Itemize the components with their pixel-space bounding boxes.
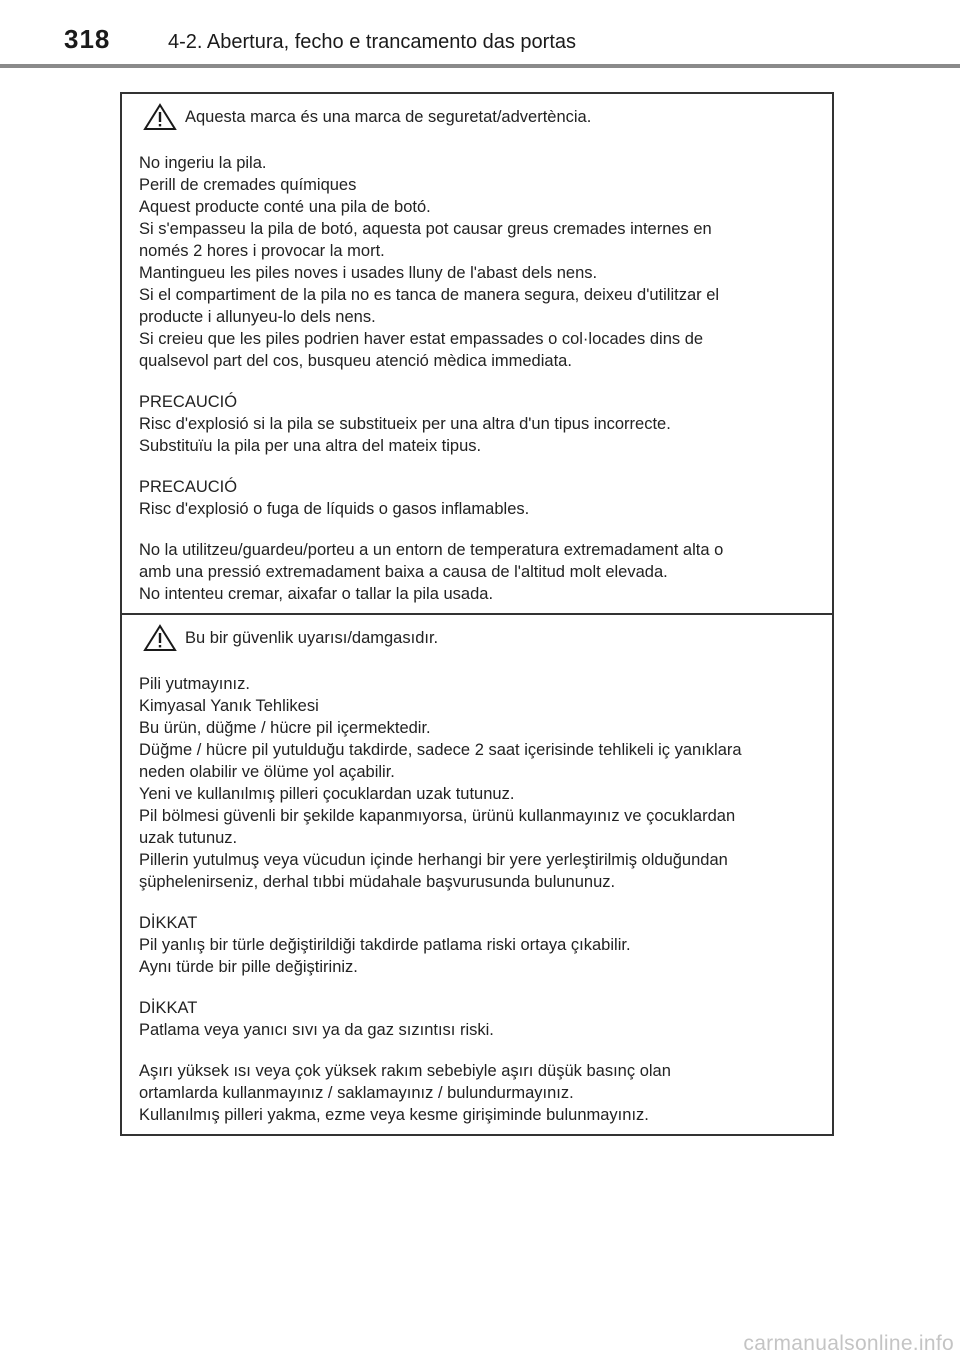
page-footer bbox=[0, 1320, 960, 1360]
text-line: Bu ürün, düğme / hücre pil içermektedir. bbox=[139, 719, 431, 737]
text-line: producte i allunyeu-lo dels nens. bbox=[139, 308, 376, 326]
text-line: Pili yutmayınız. bbox=[139, 675, 250, 693]
paragraph bbox=[139, 997, 816, 1041]
turkish-paragraphs bbox=[139, 673, 816, 1126]
text-line: amb una pressió extremadament baixa a causa de l'altitud molt elevada. bbox=[139, 563, 668, 581]
turkish-warning-section bbox=[122, 613, 832, 1134]
text-line: DİKKAT bbox=[139, 999, 198, 1017]
catalan-warning-text: Aquesta marca és una marca de seguretat/advertència. bbox=[185, 107, 592, 126]
paragraph bbox=[139, 476, 816, 520]
page-header bbox=[0, 0, 960, 68]
text-line: şüphelenirseniz, derhal tıbbi müdahale başvurusunda bulununuz. bbox=[139, 873, 616, 891]
text-line: Si s'empasseu la pila de botó, aquesta pot causar greus cremades internes en bbox=[139, 220, 712, 238]
text-line: Risc d'explosió o fuga de líquids o gasos inflamables. bbox=[139, 500, 530, 518]
text-line: només 2 hores i provocar la mort. bbox=[139, 242, 385, 260]
text-line: Kullanılmış pilleri yakma, ezme veya kesme girişiminde bulunmayınız. bbox=[139, 1106, 649, 1124]
paragraph bbox=[139, 912, 816, 978]
warning-triangle-icon bbox=[143, 103, 177, 131]
text-line: Yeni ve kullanılmış pilleri çocuklardan uzak tutunuz. bbox=[139, 785, 515, 803]
catalan-warning-heading bbox=[143, 102, 816, 132]
header-divider bbox=[0, 64, 960, 68]
chapter-title: 4-2. Abertura, fecho e trancamento das portas bbox=[168, 31, 577, 53]
text-line: DİKKAT bbox=[139, 914, 198, 932]
text-line: Pillerin yutulmuş veya vücudun içinde herhangi bir yere yerleştirilmiş olduğundan bbox=[139, 851, 728, 869]
paragraph bbox=[139, 1060, 816, 1126]
paragraph bbox=[139, 539, 816, 605]
text-line: No ingeriu la pila. bbox=[139, 154, 267, 172]
text-line: neden olabilir ve ölüme yol açabilir. bbox=[139, 763, 395, 781]
text-line: Mantingueu les piles noves i usades lluny de l'abast dels nens. bbox=[139, 264, 598, 282]
text-line: Risc d'explosió si la pila se substitueix per una altra d'un tipus incorrecte. bbox=[139, 415, 671, 433]
text-line: No la utilitzeu/guardeu/porteu a un entorn de temperatura extremadament alta o bbox=[139, 541, 724, 559]
text-line: Patlama veya yanıcı sıvı ya da gaz sızıntısı riski. bbox=[139, 1021, 494, 1039]
text-line: Pil yanlış bir türle değiştirildiği takdirde patlama riski ortaya çıkabilir. bbox=[139, 936, 631, 954]
text-line: Pil bölmesi güvenli bir şekilde kapanmıyorsa, ürünü kullanmayınız ve çocuklardan bbox=[139, 807, 736, 825]
turkish-warning-text: Bu bir güvenlik uyarısı/damgasıdır. bbox=[185, 628, 439, 647]
text-line: ortamlarda kullanmayınız / saklamayınız / bulundurmayınız. bbox=[139, 1084, 574, 1102]
turkish-warning-heading bbox=[143, 623, 816, 653]
text-line: Aşırı yüksek ısı veya çok yüksek rakım sebebiyle aşırı düşük basınç olan bbox=[139, 1062, 671, 1080]
warning-triangle-icon bbox=[143, 624, 177, 652]
text-line: Substituïu la pila per una altra del mateix tipus. bbox=[139, 437, 482, 455]
text-line: Düğme / hücre pil yutulduğu takdirde, sadece 2 saat içerisinde tehlikeli iç yanıklara bbox=[139, 741, 742, 759]
paragraph bbox=[139, 152, 816, 372]
text-line: Aynı türde bir pille değiştiriniz. bbox=[139, 958, 358, 976]
text-line: uzak tutunuz. bbox=[139, 829, 238, 847]
text-line: Kimyasal Yanık Tehlikesi bbox=[139, 697, 319, 715]
page-number: 318 bbox=[64, 24, 111, 54]
paragraph bbox=[139, 673, 816, 893]
text-line: PRECAUCIÓ bbox=[139, 478, 238, 496]
text-line: Perill de cremades químiques bbox=[139, 176, 357, 194]
text-line: No intenteu cremar, aixafar o tallar la pila usada. bbox=[139, 585, 494, 603]
catalan-paragraphs bbox=[139, 152, 816, 605]
text-line: Si creieu que les piles podrien haver estat empassades o col·locades dins de bbox=[139, 330, 704, 348]
battery-warning-label bbox=[120, 92, 834, 1136]
catalan-warning-section bbox=[122, 94, 832, 613]
site-watermark: carmanualsonline.info bbox=[743, 1332, 954, 1355]
text-line: Si el compartiment de la pila no es tanca de manera segura, deixeu d'utilitzar el bbox=[139, 286, 720, 304]
text-line: PRECAUCIÓ bbox=[139, 393, 238, 411]
text-line: qualsevol part del cos, busqueu atenció mèdica immediata. bbox=[139, 352, 572, 370]
paragraph bbox=[139, 391, 816, 457]
text-line: Aquest producte conté una pila de botó. bbox=[139, 198, 431, 216]
